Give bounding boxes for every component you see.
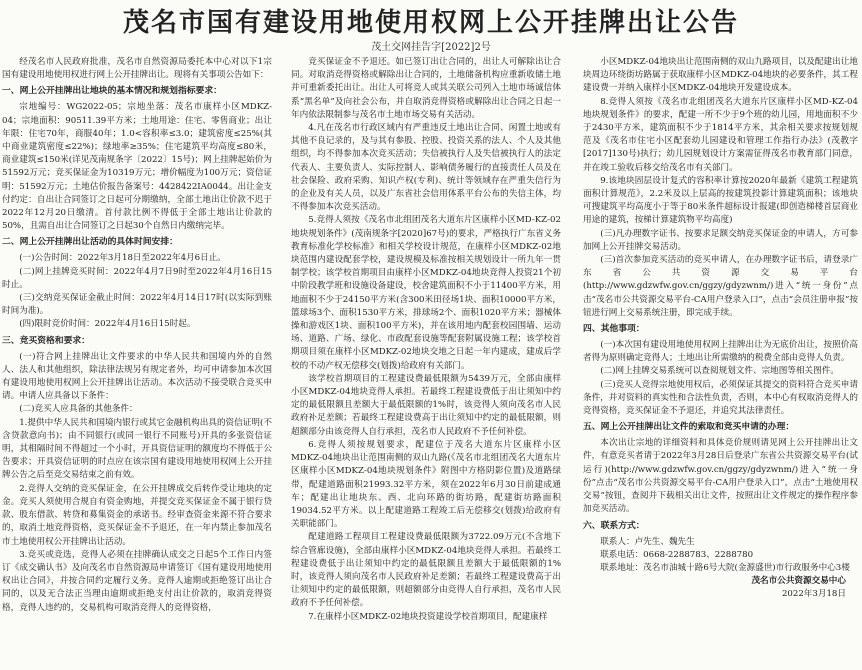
paragraph: 8.竞得人须按《茂名市北组团茂名大道东片区康样小区MD-KZ-04地块规划条件》的要求，配建一所不少于9个班的幼儿园，用地面积不少于2430平方米，建筑面积不少于1814平方米，其余相关要求按规划规范及《茂名市住宅小区配套幼儿园建设和管理工作指行办法》(茂教字[2017]130号)执行；幼儿园规划设计方案需征得茂名市教育部门同意，并在竣工验收后移交给茂名市有关部门。 — [583, 96, 858, 173]
paragraph: 配建道路工程项目工程建设费最低限额为3722.09万元(不含地下综合管廊设施)，全部由康样小区MDKZ-04地块竞得人承担。若最终工程建设费低于出让须知中约定的最低限额且差额大于最低限额的1%时，该竞得人须向茂名市人民政府补足差额；若最终工程建设费高于出让须知中约定的最低限额，则超额部分由竞得人自行承担，茂名市人民政府不予任何补偿。 — [291, 532, 561, 609]
paragraph: 9.该地块固层设计复式的容积率计算按2020年最新《建筑工程建筑面积计算规范》，2.2米及以上层高的按建筑投影计算建筑面积；该地块可搜建筑平均高度小于等于80米条件超标设计报建(即创造梯楼首层商业用途的建筑，按梯计算建筑物平均高度) — [583, 175, 858, 226]
paragraph: 3.竞买或竞选，竞得人必须在挂牌确认成交之日起5个工作日内签订《成交确认书》及向茂名市自然资源局申请签订《国有建设用地使用权出让合同》，并按合同约定履行义务。竞得人逾期或拒绝签订出让合同的，以及无合法正当理由逾期或拒绝支付出让价款的，取消竞得资格，竞得人违约的，交易机构可取消竞得人的竞得资格， — [2, 549, 272, 613]
paragraph: (三)首次参加竞买活动的竞买申请人，在办理数字证书后，请登录广东省公共资源交易平台(http://www.gdzwfw.gov.cn/ggzy/gdyzwnm/)进入“统一身份”点击“茂名市公共资源交易平台-CA用户登录入口”，点击“会员注册申报”按钮进行网上交易系统注册，即完成手续。 — [583, 255, 858, 318]
paragraph: (三)凡办理数字证书、按要求足额交纳竞买保证金的申请人，方可参加网上公开挂牌交易活动。 — [583, 228, 858, 252]
paragraph: (四)限时竞价时间：2022年4月16日15时起。 — [19, 319, 196, 330]
paragraph: (三)交纳竞买保证金截止时间：2022年4月14日17时(以实际到账时间为准)。 — [2, 293, 272, 317]
paragraph: 1.提供中华人民共和国境内银行或其它金融机构出具的资信证明(不含贷款意向书)；由不同银行(或同一银行不同账号)开具的多张资信证明，其相隔时间不得超过一个小时，开具资信证明的额度均不得低于公告要求；开具资信证明的时点应在该宗国有建设用地使用权网上公开挂牌公告之后至竞交易结束之前有效。 — [2, 417, 272, 481]
paragraph: (一)公告时间：2022年3月18日至2022年4月6日止。 — [19, 253, 226, 264]
paragraph: 小区MDKZ-04地块出让范围南侧的双山九路项目，以及配建出让地块周边环绕街坊路属于获取康样小区MDKZ-04地块的必要条件，其工程建设费一并纳入康样小区MDKZ-04地块开发建设成本。 — [583, 57, 858, 94]
section-heading-5: 五、网上公开挂牌出让文件的索取和竞买申请的办理： — [583, 422, 795, 433]
issuing-organization: 茂名市公共资源交易中心 — [751, 576, 846, 587]
paragraph: 4.凡在茂名市行政区域内有严重违反土地出让合同、闲置土地或有其他不良记录的，及与其有参股、控股、投资关系的法人、个人及其他组织，均不得参加本次竞买活动；失信被执行人及失信被执行人的法定代表人、主要负责人、实际控制人、影响债务履行的直接责任人员及在社会保险、政府采购、知识产权(专利)、统计等领域存在严重失信行为的企业及有关人员，以及广东省社会信用体系平台公布的失信主体，均不得参加本次竞买活动。 — [291, 123, 561, 213]
section-heading-3: 三、竞买资格和要求： — [2, 335, 90, 346]
paragraph: 6.竞得人须按规划要求，配建位于茂名大道东片区康样小区MDKZ-04地块出让范围南侧的双山九路(《茂名市北组团茂名大道东片区康样小区MDKZ-04地块规划条件》附图中方格阴影位置)及道路绿带，配建道路面积21993.32平方米，须在2022年6月30日前建成通车；配建出让地块东、西、北向环路的街坊路，配建街坊路面积19034.52平方米。以上配建道路工程竣工后无偿移交(划拨)给政府有关职能部门。 — [291, 439, 561, 530]
paragraph: 宗地编号：WG2022-05；宗地坐落：茂名市康样小区MDKZ-04；宗地面积：90511.39平方米；土地用途：住宅、零售商业；出让年限：住宅70年，商服40年；1.0<容积率≤3.0；建筑密度≤25%(其中商业建筑密度≤22%)；绿地率≥35%；住宅建筑平均高度≤80米，商业建筑≤150米(详见茂南规条字〔2022〕15号)；网上挂牌起始价为51592万元；竞买保证金为10319万元；增价幅度为100万元；资信证明：51592万元；土地估价报告备案号：4428422IA0044。出让金支付约定：自出让合同签订之日起可分期缴纳，全部土地出让价款不迟于2022年12月20日缴清。首付款比例不得低于全部土地出让价款的50%，且需自出让合同签订之日起30个自然日内缴纳完毕。 — [2, 102, 272, 232]
document-number: 茂土交网挂告字[2022]2号 — [371, 42, 491, 53]
contact-block — [583, 536, 858, 602]
paragraph: 竞买保证金不予退还。如已签订出让合同的，出让人可解除出让合同。对取消竞得资格或解除出让合同的，土地储备机构应重新收储土地并可重新委托出让。出让人可将竞人或其关联公司列入土地市场诚信体系“黑名单”及向社会公布，并自取消竞得资格或解除出让合同之日起一年内依法限制参与茂名市土地市场交易有关活动。 — [291, 57, 561, 120]
page-title: 茂名市国有建设用地使用权网上公开挂牌出让公告 — [122, 8, 739, 38]
paragraph: (一)符合网上挂牌出让文件要求的中华人民共和国境内外的自然人、法人和其他组织，除法律法规另有规定者外，均可申请参加本次国有建设用地使用权网上公开挂牌出让活动。本次活动不接受联合竞买申请。申请人应具备以下条件： — [2, 351, 272, 402]
paragraph: 5.竞得人须按《茂名市北组团茂名大道东片区康样小区MD-KZ-02地块规划条件》(茂南规条字[2020]67号)的要求，严格执行广东省义务教育标准化学校标准》和相关学校设计规范，在康样小区MDKZ-02地块范围内建设配套学校，建设规模及标准按相关规划设计一所九年一贯制学校；该学校首期项目由康样小区MDKZ-04地块竞得人投资21个初中阶段教学班和设施设备建设，校舍建筑面积不小于11400平方米，用地面积不少于24150平方米(含300米田径场1块、面积10000平方米，篮球场3个、面积1530平方米，排球场2个、面积1020平方米；器械体操和游戏区1块、面积100平方米)，并在该用地内配套校园围墙、运动场、道路、广场、绿化、市政配套设施等配套附属设施工程；该学校首期项目须在康样小区MDKZ-02地块交地之日起一年内建成，建成后学校的不动产权无偿移交(划拨)给政府有关部门。 — [291, 215, 561, 371]
paragraph: (三)竞买人竞得宗地使用权后，必须保证其提交的资料符合竞买申请条件，并对资料的真实性和合法性负责，否则，本中心有权取消竞得人的竞得资格，竞买保证金不予退还，并追究其法律责任。 — [583, 379, 858, 417]
column-3 — [583, 56, 858, 668]
paragraph: (一)本次国有建设用地使用权网上挂牌出让为无底价出让，按照价高者得为原则确定竞得人；土地出让所需缴纳的税费全部由竞得人负责。 — [583, 340, 858, 364]
contact-address: 联系地址：茂名市油城十路6号大院(金源盛世)市行政服务中心3楼 — [600, 562, 850, 573]
section-heading-6: 六、联系方式： — [583, 520, 645, 531]
section-heading-1: 一、网上公开挂牌出让地块的基本情况和规划指标要求： — [2, 86, 222, 97]
paragraph: 7.在康样小区MDKZ-02地块投资建设学校首期项目，配建康样 — [308, 611, 548, 622]
column-1 — [2, 56, 272, 668]
paragraph: (二)竞买人应具备的其他条件： — [19, 404, 138, 415]
contact-phone: 联系电话：0668-2288783、2288780 — [600, 549, 754, 560]
contact-person: 联系人：卢先生、魏先生 — [600, 536, 695, 547]
paragraph: (二)网上挂牌竞买时间：2022年4月7日9时至2022年4月16日15时止。 — [2, 266, 272, 290]
paragraph: 2.竞得人交纳的竞买保证金，在公开挂牌成交后转作受让地块的定金。竞买人须使用合规自有资金购地，并提交竞买保证金不属于银行贷款、股东借款、转贷和募集资金的承诺书。经审查资金来源不符合要求的，取消土地竞得资格，竞买保证金不予退还，在一年内禁止参加茂名市土地使用权公开挂牌出让活动。 — [2, 483, 272, 547]
column-2 — [291, 56, 561, 668]
section-heading-4: 四、其他事项： — [583, 324, 645, 335]
paragraph: 该学校首期项目的工程建设费最低限额为5439万元，全部由康样小区MDKZ-04地块竞得人承担。若最终工程建设费低于出让须知中约定的最低限额且差额大于最低限额的1%时，该竞得人须向茂名市人民政府补足差额；若最终工程建设费高于出让须知中约定的最低限额，则超额部分由该竞得人自行承担，茂名市人民政府不予任何补偿。 — [291, 373, 561, 437]
paragraph: (二)网上挂牌交易系统可以查阅规划文件、宗地图等相关图件。 — [600, 366, 839, 377]
paragraph: 本次出让宗地的详细资料和具体竞价规则请见网上公开挂牌出让文件，有意竞买者请于2022年3月28日后登录广东省公共资源交易平台(试运行)(http://www.gdzwfw.gov.cn/ggzy/gdyzwnm/)进入“统一身份”点击“茂名市公共资源交易平台-CA用户登录入口”，点击“土地使用权交易”按钮，查阅并下载相关出让文件，按照出让文件规定的操作程序参加竞买活动。 — [583, 438, 858, 515]
intro-paragraph: 经茂名市人民政府批准，茂名市自然资源局委托本中心对以下1宗国有建设用地使用权进行网上公开挂牌出让。现将有关事项公告如下： — [2, 57, 272, 81]
section-heading-2: 二、网上公开挂牌出让活动的具体时间安排： — [2, 237, 178, 248]
issue-date: 2022年3月18日 — [781, 589, 846, 600]
